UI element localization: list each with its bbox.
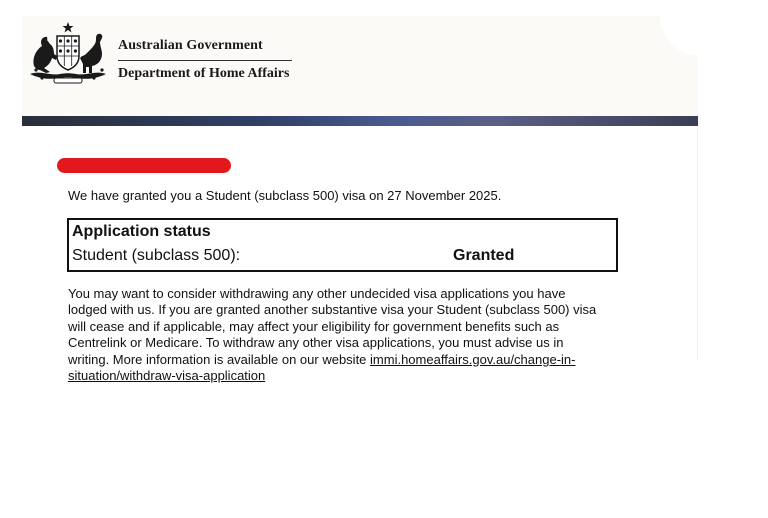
- application-status-box: [67, 218, 618, 272]
- grant-sentence: We have granted you a Student (subclass 500) visa on 27 November 2025.: [68, 188, 502, 203]
- visa-label: Student (subclass 500):: [72, 247, 241, 264]
- government-name: Australian Government: [118, 38, 263, 53]
- header-band: [22, 116, 698, 126]
- withdrawal-info-paragraph: [68, 286, 608, 384]
- status-value: Granted: [453, 247, 515, 264]
- status-heading: Application status: [72, 223, 211, 240]
- withdraw-visa-link[interactable]: immi.homeaffairs.gov.au/change-in-situation/withdraw-visa-application: [68, 351, 576, 384]
- info-text: You may want to consider withdrawing any other undecided visa applications you have lodged with us. If you are granted another substantive visa your Student (subclass 500) visa will cease and if applicable, may affect your eligibility for government benefits such as Centrelink or Medicare. To withdraw any other visa applications, you must advise us in writing. More information is available on our website: [68, 286, 597, 367]
- coat-of-arms-icon: [26, 20, 110, 84]
- letterhead-divider: [118, 60, 292, 61]
- redacted-name: [57, 158, 231, 173]
- department-name: Department of Home Affairs: [118, 66, 290, 81]
